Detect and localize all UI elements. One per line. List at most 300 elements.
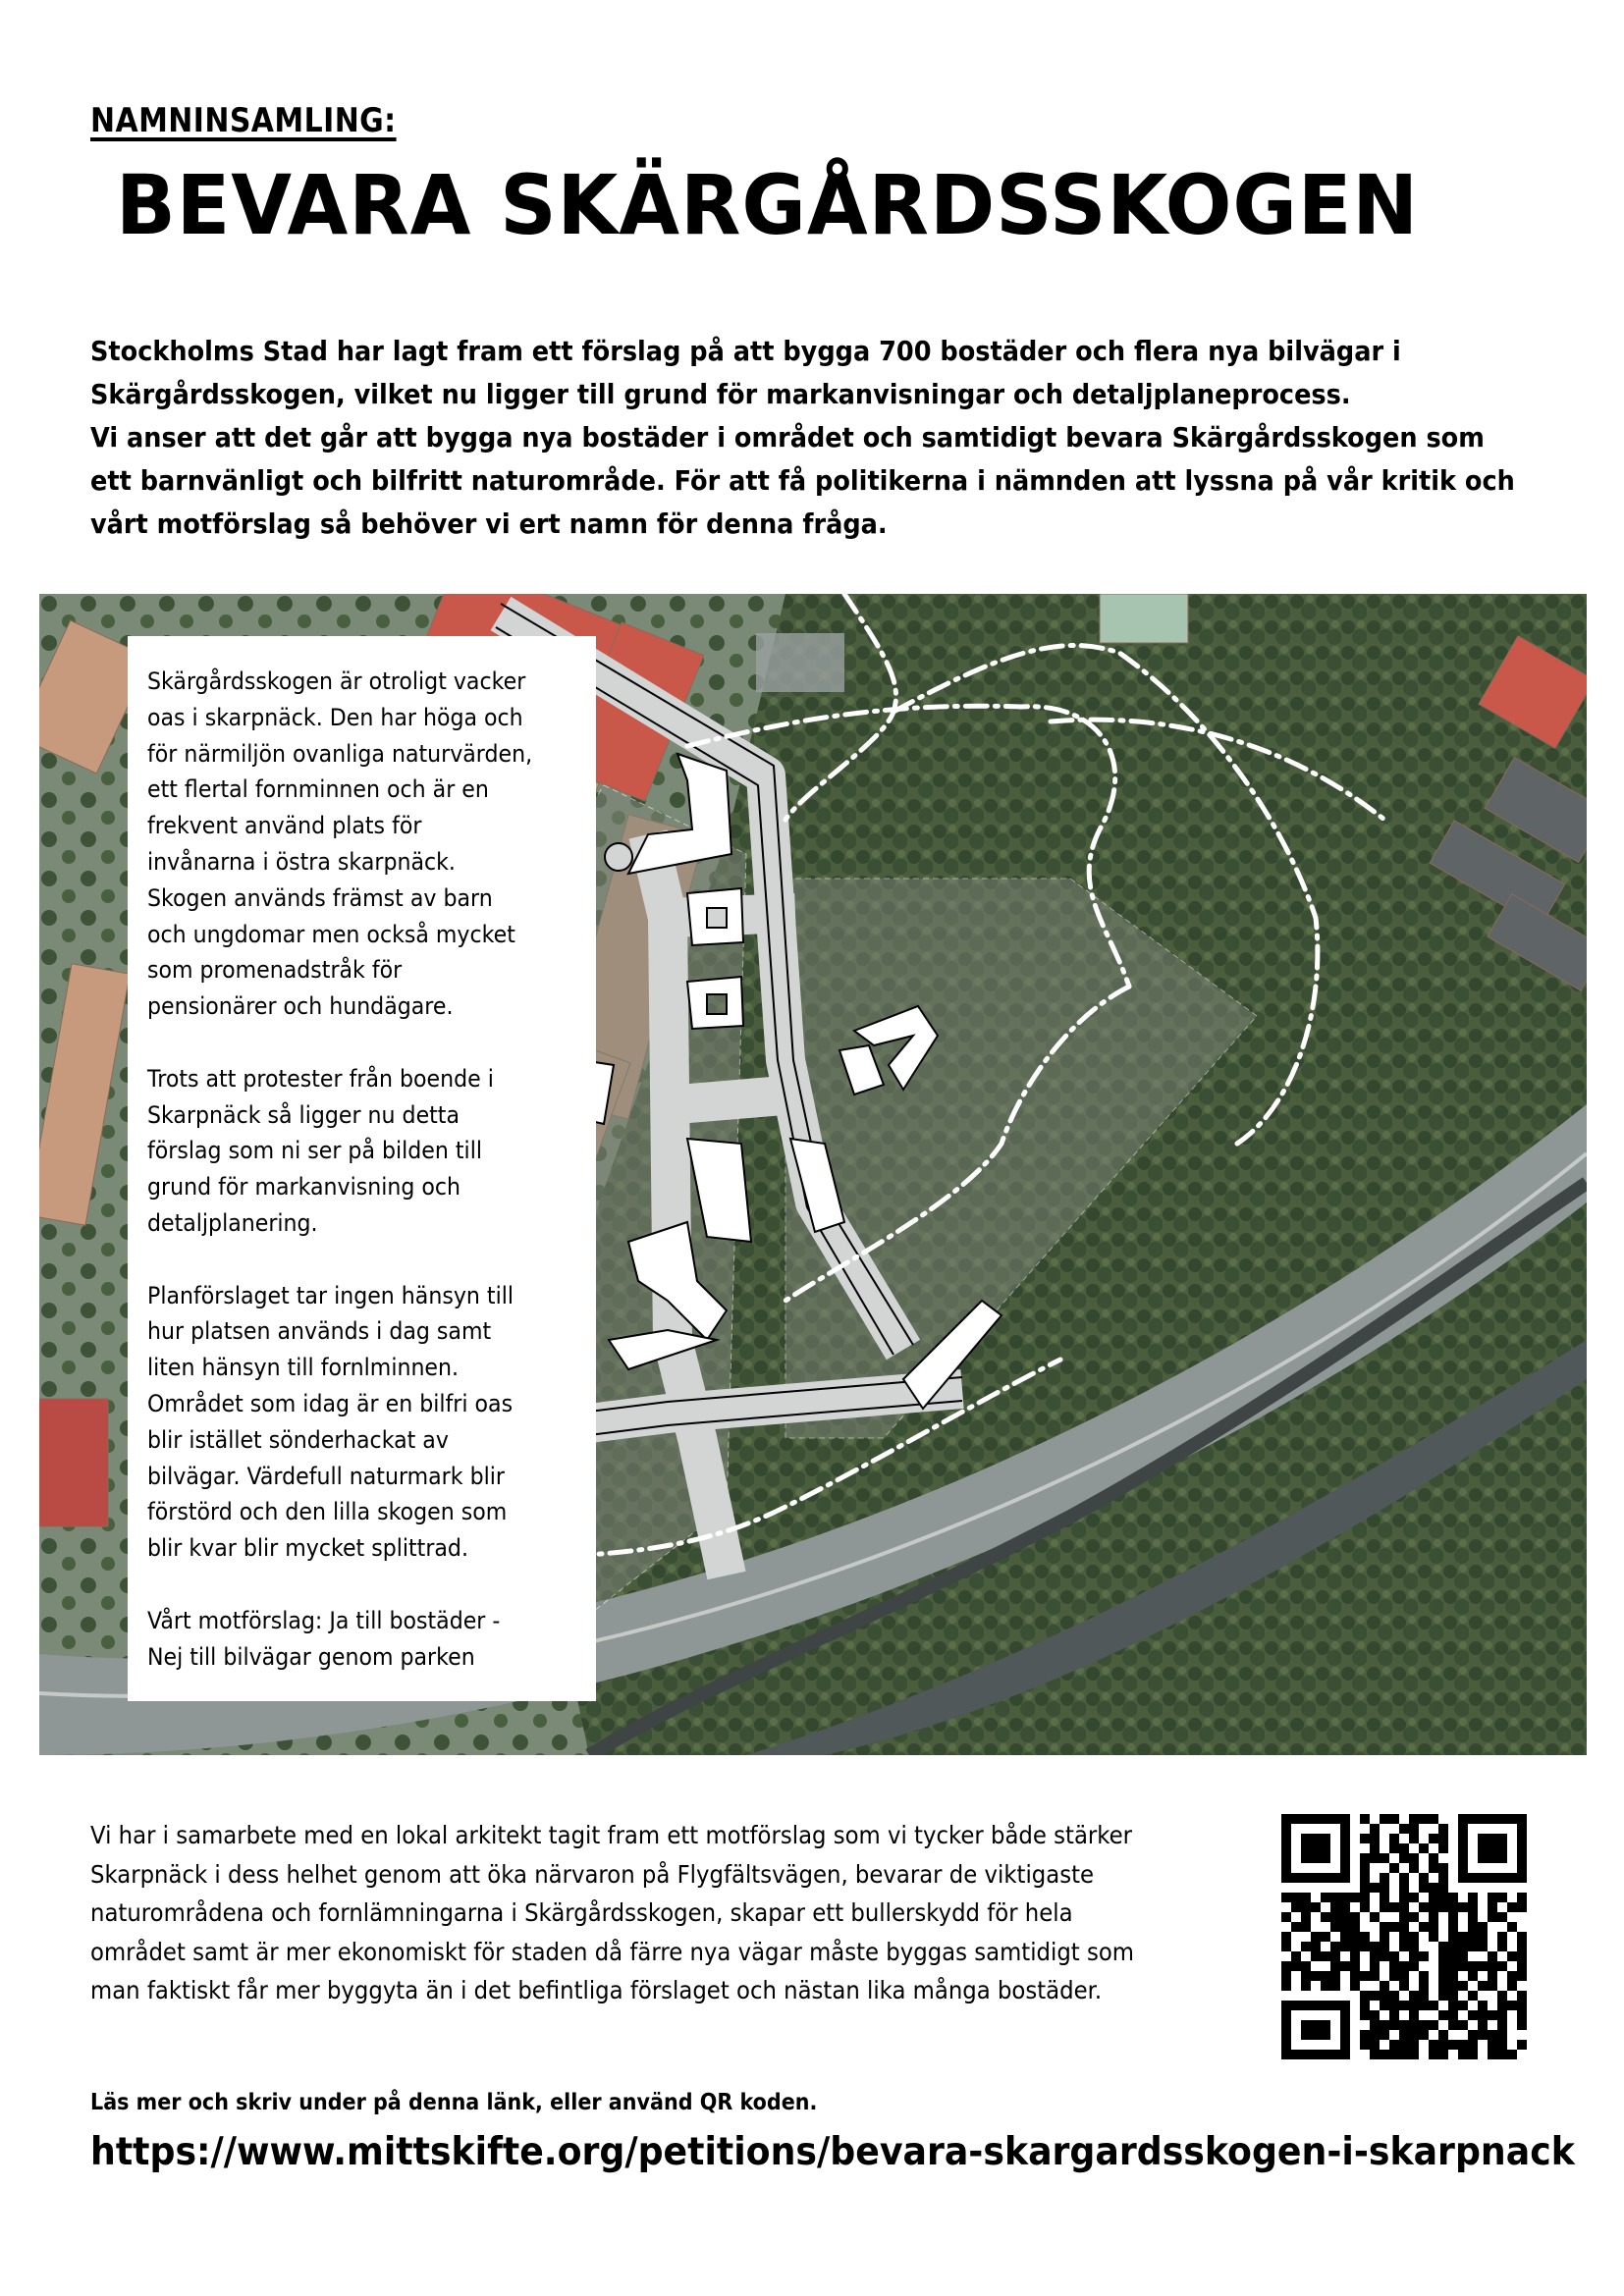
qr-module	[1380, 1981, 1389, 1991]
qr-module	[1291, 1814, 1301, 1824]
qr-module	[1409, 1951, 1419, 1961]
qr-module	[1468, 1971, 1478, 1981]
qr-module	[1478, 1942, 1488, 1951]
qr-module	[1497, 2050, 1507, 2059]
qr-module	[1321, 2020, 1330, 2030]
info-textbox	[128, 636, 596, 1701]
qr-module	[1350, 1893, 1360, 1902]
qr-module	[1380, 1814, 1389, 1824]
qr-module	[1497, 1942, 1507, 1951]
qr-module	[1399, 1932, 1409, 1942]
qr-module	[1311, 1843, 1321, 1853]
qr-module	[1321, 1853, 1330, 1863]
qr-module	[1340, 2040, 1350, 2050]
qr-module	[1517, 1991, 1527, 2001]
qr-module	[1419, 2001, 1429, 2010]
page-title: BEVARA SKÄRGÅRDSSKOGEN	[116, 157, 1420, 253]
qr-module	[1497, 1853, 1507, 1863]
qr-module	[1370, 1824, 1380, 1834]
qr-module	[1448, 1942, 1458, 1951]
qr-module	[1370, 1843, 1380, 1853]
qr-module	[1438, 1873, 1448, 1883]
qr-module	[1488, 1814, 1497, 1824]
qr-module	[1438, 1863, 1448, 1873]
qr-module	[1340, 1843, 1350, 1853]
qr-module	[1517, 2040, 1527, 2050]
qr-module	[1281, 2020, 1291, 2030]
qr-module	[1350, 1912, 1360, 1922]
qr-module	[1507, 2050, 1517, 2059]
qr-module	[1389, 1951, 1399, 1961]
info-line: blir istället sönderhackat av	[147, 1425, 449, 1454]
qr-module	[1438, 1942, 1448, 1951]
qr-module	[1330, 1981, 1340, 1991]
qr-module	[1380, 2020, 1389, 2030]
qr-module	[1340, 2010, 1350, 2020]
info-line: Vårt motförslag: Ja till bostäder -	[147, 1606, 501, 1634]
qr-module	[1478, 1981, 1488, 1991]
qr-module	[1409, 2010, 1419, 2020]
qr-module	[1389, 2001, 1399, 2010]
info-line: oas i skarpnäck. Den har höga och	[147, 703, 523, 731]
qr-module	[1399, 1853, 1409, 1863]
qr-module	[1438, 1902, 1448, 1912]
kicker-label: NAMNINSAMLING:	[90, 101, 397, 140]
qr-module	[1389, 2010, 1399, 2020]
qr-module	[1321, 1912, 1330, 1922]
qr-module	[1311, 1942, 1321, 1951]
qr-module	[1419, 1981, 1429, 1991]
qr-module	[1301, 1922, 1311, 1932]
qr-module	[1360, 2010, 1370, 2020]
info-line: pensionärer och hundägare.	[147, 992, 454, 1021]
qr-module	[1468, 1991, 1478, 2001]
qr-module	[1497, 1834, 1507, 1843]
qr-module	[1291, 1922, 1301, 1932]
qr-module	[1330, 2050, 1340, 2059]
qr-module	[1429, 1883, 1438, 1893]
qr-module	[1438, 1961, 1448, 1971]
info-line: Området som idag är en bilfri oas	[147, 1389, 514, 1417]
qr-module	[1438, 1883, 1448, 1893]
qr-module	[1478, 2001, 1488, 2010]
qr-module	[1370, 2050, 1380, 2059]
qr-module	[1380, 2050, 1389, 2059]
qr-module	[1517, 1814, 1527, 1824]
qr-module	[1340, 1912, 1350, 1922]
qr-module	[1340, 1961, 1350, 1971]
qr-module	[1468, 2040, 1478, 2050]
qr-module	[1458, 1932, 1468, 1942]
qr-module	[1360, 1853, 1370, 1863]
qr-module	[1360, 1893, 1370, 1902]
qr-module	[1429, 2020, 1438, 2030]
qr-module	[1497, 1814, 1507, 1824]
qr-module	[1399, 2040, 1409, 2050]
qr-module	[1281, 1942, 1291, 1951]
qr-module	[1330, 1971, 1340, 1981]
qr-module	[1370, 1971, 1380, 1981]
qr-module	[1281, 1873, 1291, 1883]
qr-module	[1340, 2020, 1350, 2030]
qr-module	[1321, 1893, 1330, 1902]
qr-module	[1340, 1853, 1350, 1863]
qr-module	[1419, 1902, 1429, 1912]
qr-module	[1311, 1951, 1321, 1961]
qr-module	[1517, 1971, 1527, 1981]
qr-module	[1370, 2020, 1380, 2030]
qr-module	[1360, 1863, 1370, 1873]
info-line: Skogen används främst av barn	[147, 883, 493, 912]
qr-module	[1517, 1942, 1527, 1951]
qr-module	[1488, 1834, 1497, 1843]
qr-module	[1488, 1912, 1497, 1922]
qr-module	[1321, 1951, 1330, 1961]
qr-module	[1497, 1912, 1507, 1922]
info-line: för närmiljön ovanliga naturvärden,	[147, 739, 533, 768]
qr-module	[1488, 1971, 1497, 1981]
info-line: hur platsen används i dag samt	[147, 1317, 492, 1346]
qr-module	[1370, 1912, 1380, 1922]
qr-module	[1321, 1843, 1330, 1853]
qr-module	[1478, 1853, 1488, 1863]
qr-module	[1458, 1951, 1468, 1961]
qr-module	[1399, 1824, 1409, 1834]
qr-module	[1370, 1961, 1380, 1971]
qr-module	[1458, 1961, 1468, 1971]
qr-module	[1311, 1853, 1321, 1863]
qr-module	[1429, 1922, 1438, 1932]
qr-module	[1419, 1922, 1429, 1932]
intro-line: Skärgårdsskogen, vilket nu ligger till grund för markanvisningar och detaljplaneprocess.	[90, 379, 1351, 410]
qr-module	[1458, 1873, 1468, 1883]
info-line: grund för markanvisning och	[147, 1173, 461, 1201]
qr-module	[1360, 1873, 1370, 1883]
turning-circle	[605, 843, 632, 871]
qr-module	[1301, 1893, 1311, 1902]
qr-module	[1488, 1961, 1497, 1971]
qr-module	[1291, 1893, 1301, 1902]
qr-module	[1360, 1991, 1370, 2001]
qr-module	[1409, 2040, 1419, 2050]
qr-module	[1458, 1863, 1468, 1873]
qr-module	[1340, 1902, 1350, 1912]
qr-module	[1488, 2010, 1497, 2020]
qr-module	[1380, 1853, 1389, 1863]
qr-module	[1517, 2001, 1527, 2010]
qr-module	[1468, 1961, 1478, 1971]
qr-module	[1380, 2001, 1389, 2010]
qr-module	[1360, 1971, 1370, 1981]
info-paragraph-critique	[147, 1278, 559, 1567]
qr-module	[1399, 1883, 1409, 1893]
qr-module	[1419, 2030, 1429, 2040]
qr-module	[1507, 1971, 1517, 1981]
qr-module	[1301, 1814, 1311, 1824]
qr-module	[1448, 1902, 1458, 1912]
qr-module	[1321, 1834, 1330, 1843]
qr-module	[1360, 1932, 1370, 1942]
info-paragraph-counterproposal	[147, 1603, 559, 1676]
qr-module	[1321, 2050, 1330, 2059]
qr-module	[1478, 1932, 1488, 1942]
qr-module	[1409, 2001, 1419, 2010]
qr-module	[1350, 1951, 1360, 1961]
qr-module	[1311, 1902, 1321, 1912]
qr-module	[1389, 2040, 1399, 2050]
qr-module	[1291, 2050, 1301, 2059]
info-line: ett flertal fornminnen och är en	[147, 775, 489, 804]
qr-module	[1311, 2001, 1321, 2010]
qr-module	[1281, 1834, 1291, 1843]
qr-module	[1468, 1814, 1478, 1824]
qr-module	[1517, 1834, 1527, 1843]
qr-module	[1517, 1843, 1527, 1853]
qr-module	[1281, 1824, 1291, 1834]
qr-module	[1438, 1824, 1448, 1834]
qr-module	[1380, 1873, 1389, 1883]
qr-module	[1301, 1971, 1311, 1981]
qr-module	[1370, 1991, 1380, 2001]
qr-module	[1497, 2040, 1507, 2050]
qr-module	[1448, 1971, 1458, 1981]
qr-module	[1281, 2040, 1291, 2050]
qr-module	[1458, 1834, 1468, 1843]
qr-module	[1448, 1961, 1458, 1971]
qr-module	[1330, 1912, 1340, 1922]
qr-module	[1370, 2030, 1380, 2040]
qr-module	[1281, 1893, 1291, 1902]
qr-module	[1497, 2001, 1507, 2010]
qr-module	[1448, 1893, 1458, 1902]
qr-module	[1458, 1853, 1468, 1863]
qr-module	[1458, 1942, 1468, 1951]
qr-module	[1458, 1824, 1468, 1834]
counterproposal-line: området samt är mer ekonomiskt för staden då färre nya vägar måste byggas samtidigt som	[90, 1937, 1134, 1966]
info-paragraph-intro	[147, 664, 559, 1025]
qr-module	[1389, 1834, 1399, 1843]
qr-module	[1488, 1853, 1497, 1863]
qr-module	[1389, 2050, 1399, 2059]
qr-module	[1380, 1932, 1389, 1942]
qr-module	[1517, 1853, 1527, 1863]
info-line: liten hänsyn till fornlminnen.	[147, 1354, 460, 1382]
qr-module	[1301, 1873, 1311, 1883]
qr-module	[1478, 1873, 1488, 1883]
qr-module	[1291, 1902, 1301, 1912]
qr-module	[1370, 1942, 1380, 1951]
qr-module	[1448, 2001, 1458, 2010]
qr-module	[1301, 1843, 1311, 1853]
qr-module	[1340, 1814, 1350, 1824]
qr-module	[1370, 1951, 1380, 1961]
info-line: förslag som ni ser på bilden till	[147, 1137, 482, 1165]
qr-module	[1468, 1893, 1478, 1902]
qr-module	[1399, 1942, 1409, 1951]
qr-module	[1330, 1814, 1340, 1824]
qr-module	[1419, 1873, 1429, 1883]
qr-module	[1281, 1863, 1291, 1873]
qr-module	[1350, 1981, 1360, 1991]
qr-module	[1517, 1902, 1527, 1912]
qr-module	[1340, 1942, 1350, 1951]
qr-module	[1517, 1961, 1527, 1971]
qr-module	[1350, 1971, 1360, 1981]
qr-module	[1370, 1853, 1380, 1863]
qr-module	[1321, 2030, 1330, 2040]
qr-module	[1281, 2001, 1291, 2010]
qr-module	[1380, 2030, 1389, 2040]
qr-module	[1301, 1834, 1311, 1843]
qr-module	[1468, 1942, 1478, 1951]
petition-link[interactable]: https://www.mittskifte.org/petitions/bevara-skargardsskogen-i-skarpnack	[90, 2130, 1575, 2174]
qr-module	[1340, 1873, 1350, 1883]
qr-module	[1409, 2050, 1419, 2059]
qr-module	[1340, 1824, 1350, 1834]
qr-module	[1438, 2010, 1448, 2020]
qr-module	[1517, 1951, 1527, 1961]
qr-module	[1380, 1893, 1389, 1902]
qr-module	[1370, 2040, 1380, 2050]
qr-module	[1478, 1814, 1488, 1824]
qr-module	[1380, 1883, 1389, 1893]
qr-module	[1311, 2050, 1321, 2059]
qr-module	[1360, 1883, 1370, 1893]
intro-line: Vi anser att det går att bygga nya bostäder i området och samtidigt bevara Skärgårdsskogen som	[90, 422, 1485, 454]
qr-module	[1389, 1863, 1399, 1873]
qr-module	[1497, 1991, 1507, 2001]
qr-module	[1429, 1834, 1438, 1843]
intro-line: ett barnvänligt och bilfritt naturområde. För att få politikerna i nämnden att lyssna på vår kritik och	[90, 465, 1515, 497]
qr-module	[1507, 2001, 1517, 2010]
qr-module	[1370, 1834, 1380, 1843]
qr-module	[1429, 1863, 1438, 1873]
info-paragraph-protests	[147, 1061, 559, 1242]
info-line: Skärgårdsskogen är otroligt vacker	[147, 667, 526, 695]
qr-module	[1497, 2020, 1507, 2030]
qr-module	[1419, 1814, 1429, 1824]
info-line: Planförslaget tar ingen hänsyn till	[147, 1281, 514, 1309]
qr-module	[1311, 1834, 1321, 1843]
qr-module	[1380, 1951, 1389, 1961]
playground	[756, 633, 844, 692]
qr-code-icon[interactable]	[1281, 1814, 1527, 2059]
qr-module	[1389, 1961, 1399, 1971]
qr-module	[1399, 1902, 1409, 1912]
qr-module	[1409, 1991, 1419, 2001]
qr-module	[1330, 1873, 1340, 1883]
qr-module	[1438, 1893, 1448, 1902]
qr-module	[1497, 1893, 1507, 1902]
qr-module	[1517, 1824, 1527, 1834]
qr-module	[1497, 1961, 1507, 1971]
qr-module	[1507, 1981, 1517, 1991]
qr-module	[1281, 1814, 1291, 1824]
qr-module	[1350, 1942, 1360, 1951]
counterproposal-line: Skarpnäck i dess helhet genom att öka närvaron på Flygfältsvägen, bevarar de viktigaste	[90, 1859, 1095, 1889]
qr-module	[1399, 2020, 1409, 2030]
qr-module	[1311, 1814, 1321, 1824]
qr-module	[1340, 2030, 1350, 2040]
qr-module	[1429, 1893, 1438, 1902]
qr-module	[1380, 1902, 1389, 1912]
qr-module	[1301, 2050, 1311, 2059]
qr-module	[1311, 1932, 1321, 1942]
qr-module	[1438, 2050, 1448, 2059]
qr-module	[1468, 1912, 1478, 1922]
qr-module	[1517, 1863, 1527, 1873]
qr-module	[1488, 1873, 1497, 1883]
qr-module	[1380, 1942, 1389, 1951]
qr-module	[1399, 1893, 1409, 1902]
qr-module	[1340, 1932, 1350, 1942]
info-line: Nej till bilvägar genom parken	[147, 1642, 475, 1671]
qr-module	[1409, 1863, 1419, 1873]
qr-module	[1429, 1932, 1438, 1942]
qr-module	[1507, 1814, 1517, 1824]
qr-module	[1458, 2020, 1468, 2030]
qr-module	[1458, 1814, 1468, 1824]
qr-module	[1409, 1814, 1419, 1824]
qr-module	[1448, 2010, 1458, 2020]
qr-module	[1281, 2010, 1291, 2020]
qr-module	[1478, 1922, 1488, 1932]
qr-module	[1478, 2010, 1488, 2020]
qr-module	[1301, 1981, 1311, 1991]
qr-module	[1321, 1932, 1330, 1942]
qr-module	[1389, 2020, 1399, 2030]
counterproposal-line: Vi har i samarbete med en lokal arkitekt tagit fram ett motförslag som vi tycker både stärker	[90, 1821, 1133, 1849]
qr-module	[1497, 1873, 1507, 1883]
qr-module	[1301, 1853, 1311, 1863]
qr-module	[1291, 2001, 1301, 2010]
qr-module	[1409, 1961, 1419, 1971]
qr-module	[1419, 1883, 1429, 1893]
qr-module	[1497, 1843, 1507, 1853]
info-line: blir kvar blir mycket splittrad.	[147, 1534, 468, 1563]
info-line: bilvägar. Värdefull naturmark blir	[147, 1462, 505, 1490]
qr-module	[1438, 2030, 1448, 2040]
qr-module	[1429, 1853, 1438, 1863]
qr-module	[1360, 1834, 1370, 1843]
info-line: invånarna i östra skarpnäck.	[147, 847, 456, 876]
qr-module	[1507, 1951, 1517, 1961]
qr-module	[1438, 1951, 1448, 1961]
qr-module	[1419, 1991, 1429, 2001]
qr-module	[1517, 1932, 1527, 1942]
qr-module	[1448, 1951, 1458, 1961]
qr-module	[1458, 2050, 1468, 2059]
qr-module	[1458, 2040, 1468, 2050]
qr-module	[1497, 2010, 1507, 2020]
qr-module	[1281, 1932, 1291, 1942]
qr-module	[1468, 1902, 1478, 1912]
qr-module	[1291, 1873, 1301, 1883]
qr-module	[1399, 1912, 1409, 1922]
qr-module	[1488, 1843, 1497, 1853]
qr-module	[1399, 1961, 1409, 1971]
qr-module	[1281, 1981, 1291, 1991]
qr-module	[1448, 2040, 1458, 2050]
qr-module	[1340, 1893, 1350, 1902]
qr-module	[1301, 2001, 1311, 2010]
qr-module	[1389, 1922, 1399, 1932]
qr-module	[1429, 2001, 1438, 2010]
qr-module	[1399, 1971, 1409, 1981]
counterproposal-paragraph	[90, 1816, 1222, 2010]
qr-module	[1321, 1873, 1330, 1883]
qr-module	[1438, 1843, 1448, 1853]
